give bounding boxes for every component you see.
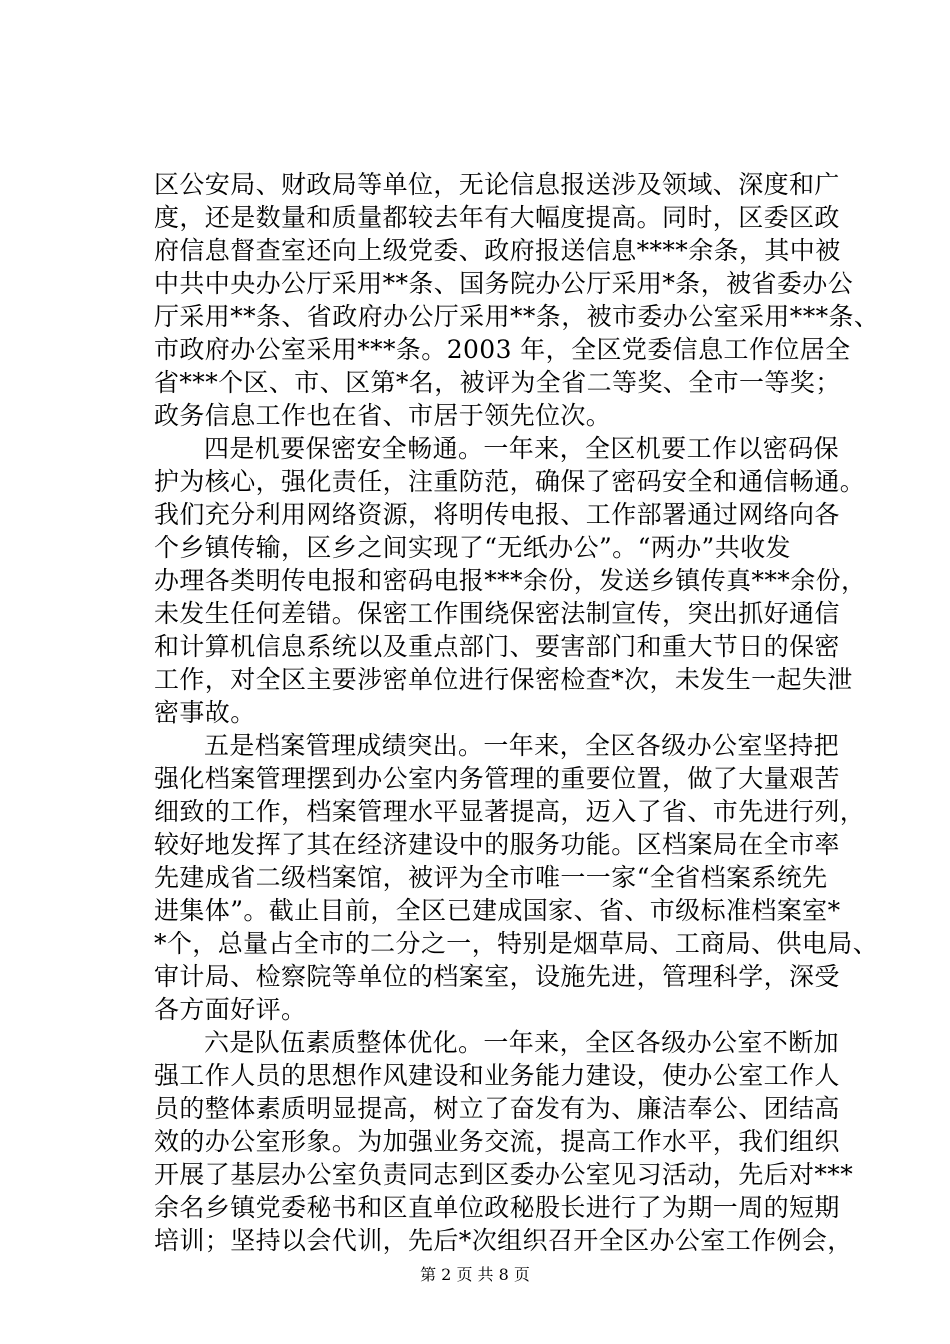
text-line: 中共中央办公厅采用**条、国务院办公厅采用*条，被省委办公 (154, 269, 854, 298)
text-line: 审计局、检察院等单位的档案室，设施先进，管理科学，深受 (154, 962, 840, 991)
text-line: 强工作人员的思想作风建设和业务能力建设，使办公室工作人 (154, 1061, 840, 1090)
text-line: 培训；坚持以会代训，先后*次组织召开全区办公室工作例会， (154, 1226, 853, 1255)
paragraph-first-line: 六是队伍素质整体优化。一年来，全区各级办公室不断加 (204, 1028, 840, 1057)
text-line: 余名乡镇党委秘书和区直单位政秘股长进行了为期一周的短期 (154, 1193, 840, 1222)
text-line: 工作，对全区主要涉密单位进行保密检查*次，未发生一起失泄 (154, 665, 853, 694)
text-line: 密事故。 (154, 698, 256, 727)
page-number-footer: 第 2 页 共 8 页 (420, 1265, 530, 1284)
text-line: 细致的工作，档案管理水平显著提高，迈入了省、市先进行列， (154, 797, 866, 826)
paragraph-first-line: 四是机要保密安全畅通。一年来，全区机要工作以密码保 (204, 434, 840, 463)
text-line: 先建成省二级档案馆，被评为全市唯一一家“全省档案系统先 (154, 863, 828, 892)
text-line: 效的办公室形象。为加强业务交流，提高工作水平，我们组织 (154, 1127, 840, 1156)
text-line: 较好地发挥了其在经济建设中的服务功能。区档案局在全市率 (154, 830, 840, 859)
text-line: 进集体”。截止目前，全区已建成国家、省、市级标准档案室* (154, 896, 841, 925)
text-line: 各方面好评。 (154, 995, 307, 1024)
text-line: 和计算机信息系统以及重点部门、要害部门和重大节日的保密 (154, 632, 840, 661)
text-line: 个乡镇传输，区乡之间实现了“无纸办公”。“两办”共收发 (154, 533, 791, 562)
text-line: 政务信息工作也在省、市居于领先位次。 (154, 401, 612, 430)
text-line: 办理各类明传电报和密码电报***余份，发送乡镇传真***余份， (154, 566, 867, 595)
text-line: 度，还是数量和质量都较去年有大幅度提高。同时，区委区政 (154, 203, 840, 232)
text-line: 府信息督查室还向上级党委、政府报送信息****余条，其中被 (154, 236, 841, 265)
text-line: 护为核心，强化责任，注重防范，确保了密码安全和通信畅通。 (154, 467, 866, 496)
text-line: 省***个区、市、区第*名，被评为全省二等奖、全市一等奖； (154, 368, 841, 397)
text-line: 市政府办公室采用***条。2003 年，全区党委信息工作位居全 (154, 335, 851, 364)
text-line: 开展了基层办公室负责同志到区委办公室见习活动，先后对*** (154, 1160, 854, 1189)
document-body (154, 168, 880, 1257)
text-line: 强化档案管理摆到办公室内务管理的重要位置，做了大量艰苦 (154, 764, 840, 793)
text-line: 厅采用**条、省政府办公厅采用**条，被市委办公室采用***条、 (154, 302, 880, 331)
text-line: 员的整体素质明显提高，树立了奋发有为、廉洁奉公、团结高 (154, 1094, 840, 1123)
paragraph-first-line: 五是档案管理成绩突出。一年来，全区各级办公室坚持把 (204, 731, 840, 760)
text-line: 我们充分利用网络资源，将明传电报、工作部署通过网络向各 (154, 500, 840, 529)
text-line: 未发生任何差错。保密工作围绕保密法制宣传，突出抓好通信 (154, 599, 840, 628)
text-line: *个，总量占全市的二分之一，特别是烟草局、工商局、供电局、 (154, 929, 879, 958)
text-line: 区公安局、财政局等单位，无论信息报送涉及领域、深度和广 (154, 170, 840, 199)
